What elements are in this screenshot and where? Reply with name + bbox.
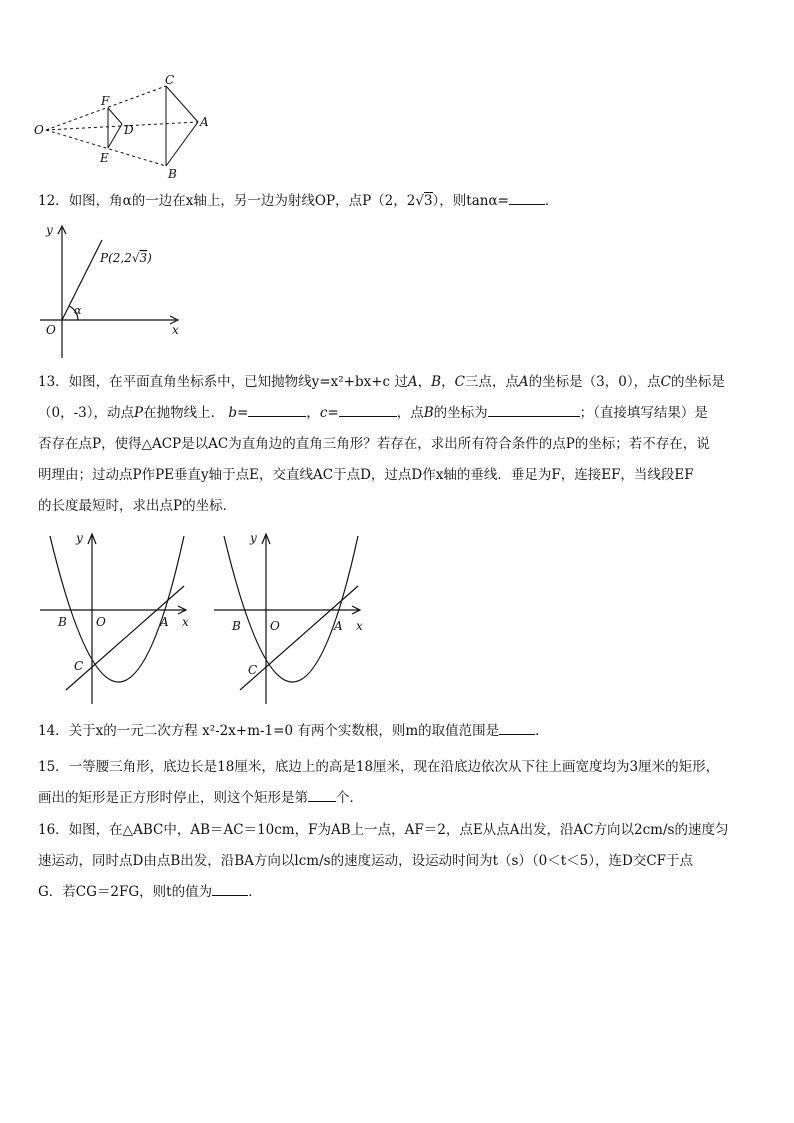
answer-blank-c[interactable] <box>339 402 397 417</box>
label-C: C <box>165 73 175 87</box>
axis-y-label: y <box>76 531 83 545</box>
alpha-label: α <box>74 304 82 317</box>
question-16: 16．如图，在△ABC中，AB＝AC＝10cm，F为AB上一点，AF＝2，点E从点A出发，沿AC方向以2cm/s的速度匀 速运动，同时点D由点B出发，沿BA方向以lcm/s的速度运动，设运动时间为t（s）（0＜t＜5），连D交CF于点 G．若CG＝2FG，则t的值为 ． <box>38 822 729 900</box>
answer-blank[interactable] <box>308 787 336 802</box>
question-number: 12． <box>38 193 69 209</box>
axis-x-label: x <box>182 615 189 629</box>
label-F: F <box>101 94 110 108</box>
axis-x-label: x <box>356 619 363 633</box>
axis-y-label: y <box>46 223 53 237</box>
origin-label: O <box>46 323 56 337</box>
answer-blank-b[interactable] <box>248 402 306 417</box>
label-A: A <box>200 115 209 129</box>
axis-y-label: y <box>250 531 257 545</box>
answer-blank[interactable] <box>499 720 535 735</box>
question-13: 13．如图，在平面直角坐标系中，已知抛物线y=x²+bx+c 过A，B，C三点，点A的坐标是（3，0），点C的坐标是 （0，-3），动点P在抛物线上． b= ，c= ，点B的坐标为 ；（直接填写结果）是 否存在点P，使得△ACP是以AC为直角边的直角三角形？若存在，求出所有符合条件的点P的坐标；若不存在，说 明理由；过动点P作PE垂直y轴于点E，交直线AC于点D，过点D作x轴的垂线．垂足为F，连接EF，当线段EF 的长度最短时，求出点P的坐标． <box>38 374 725 514</box>
label-D: D <box>124 123 134 137</box>
origin-label: O <box>96 615 106 629</box>
question-14: 14．关于x的一元二次方程 x²-2x+m-1=0 有两个实数根，则m的取值范围是 ． <box>38 716 756 747</box>
answer-blank[interactable] <box>509 190 545 205</box>
figure-parabola-1 <box>36 528 196 706</box>
sqrt-symbol: √3 <box>415 193 433 209</box>
point-P-label: P(2,2√3) <box>100 251 152 265</box>
figure-similar-triangles <box>30 72 220 182</box>
figure-angle-alpha <box>36 222 186 362</box>
point-B-label: B <box>232 619 241 633</box>
label-E: E <box>100 151 109 165</box>
point-B-label: B <box>58 615 67 629</box>
point-C-label: C <box>248 663 258 677</box>
question-12: 12．如图，角α的一边在x轴上，另一边为射线OP，点P（2，2√3），则tanα= ． <box>38 186 756 217</box>
axis-x-label: x <box>172 323 179 337</box>
answer-blank[interactable] <box>212 881 248 896</box>
label-O: O <box>34 123 44 137</box>
point-A-label: A <box>334 619 343 633</box>
label-B: B <box>168 167 177 181</box>
question-text: 如图，角α的一边在x轴上，另一边为射线OP，点P（2，2 <box>68 193 416 209</box>
point-A-label: A <box>160 615 169 629</box>
answer-blank-B[interactable] <box>488 402 580 417</box>
figure-parabola-2 <box>210 528 370 706</box>
question-15: 15．一等腰三角形，底边长是18厘米，底边上的高是18厘米，现在沿底边依次从下往上画宽度均为3厘米的矩形， 画出的矩形是正方形时停止，则这个矩形是第 个． <box>38 759 720 806</box>
point-C-label: C <box>74 659 84 673</box>
origin-label: O <box>270 619 280 633</box>
